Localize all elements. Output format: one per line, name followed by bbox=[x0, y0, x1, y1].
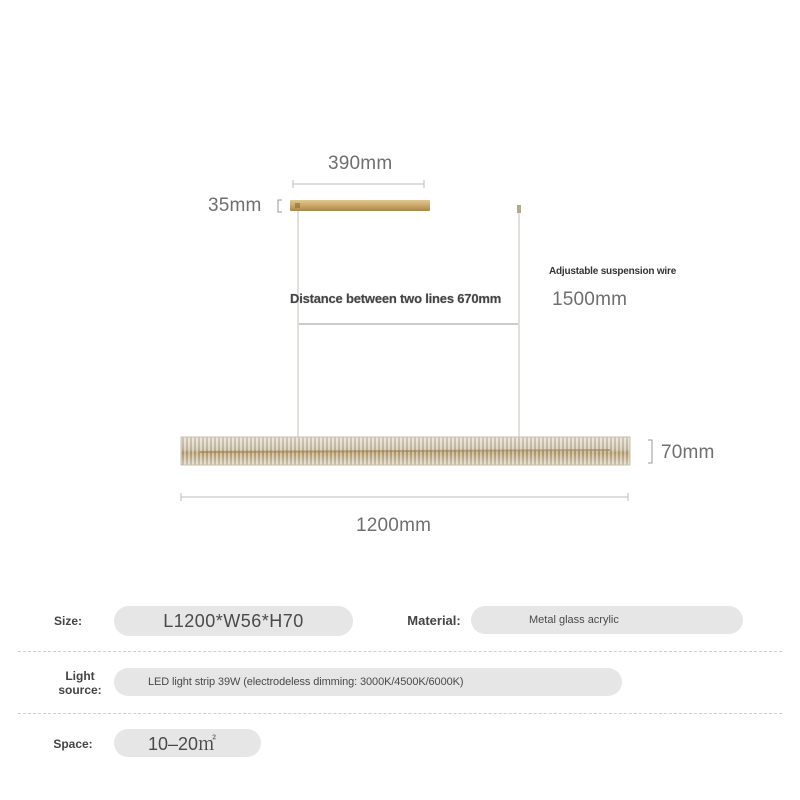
divider-1 bbox=[18, 651, 782, 652]
base-width-label: 390mm bbox=[328, 153, 393, 174]
material-value: Metal glass acrylic bbox=[529, 614, 619, 626]
divider-2 bbox=[18, 713, 782, 714]
size-value-pill bbox=[114, 606, 353, 636]
base-height-bracket bbox=[278, 200, 282, 212]
size-value: L1200*W56*H70 bbox=[163, 610, 304, 631]
light-source-label bbox=[44, 669, 116, 697]
light-source-label-line-2: source: bbox=[58, 683, 102, 697]
material-value-pill bbox=[471, 606, 743, 634]
space-label: Space: bbox=[53, 737, 93, 751]
space-value: 10–20㎡ bbox=[148, 734, 217, 754]
lamp-height-label: 70mm bbox=[661, 442, 715, 463]
base-height-label: 35mm bbox=[208, 195, 262, 216]
light-source-value: LED light strip 39W (electrodeless dimming: 3000K/4500K/6000K) bbox=[148, 676, 464, 688]
ceiling-canopy bbox=[290, 200, 430, 211]
light-source-value-pill bbox=[114, 668, 622, 696]
lamp-length-dimension-line bbox=[181, 493, 628, 501]
wire-anchor bbox=[517, 205, 521, 213]
suspension-wire-note: Adjustable suspension wire bbox=[549, 266, 677, 277]
wire-length-label: 1500mm bbox=[552, 289, 628, 310]
lamp-height-bracket bbox=[648, 440, 652, 463]
size-label: Size: bbox=[53, 614, 82, 628]
line-distance-note: Distance between two lines 670mm bbox=[290, 291, 502, 306]
material-label: Material: bbox=[407, 613, 461, 628]
base-width-dimension-line bbox=[293, 180, 424, 188]
lamp-body bbox=[181, 437, 630, 465]
lamp-length-label: 1200mm bbox=[356, 515, 432, 536]
space-value-pill bbox=[114, 729, 261, 757]
light-source-label-line-1: Light bbox=[65, 669, 95, 683]
